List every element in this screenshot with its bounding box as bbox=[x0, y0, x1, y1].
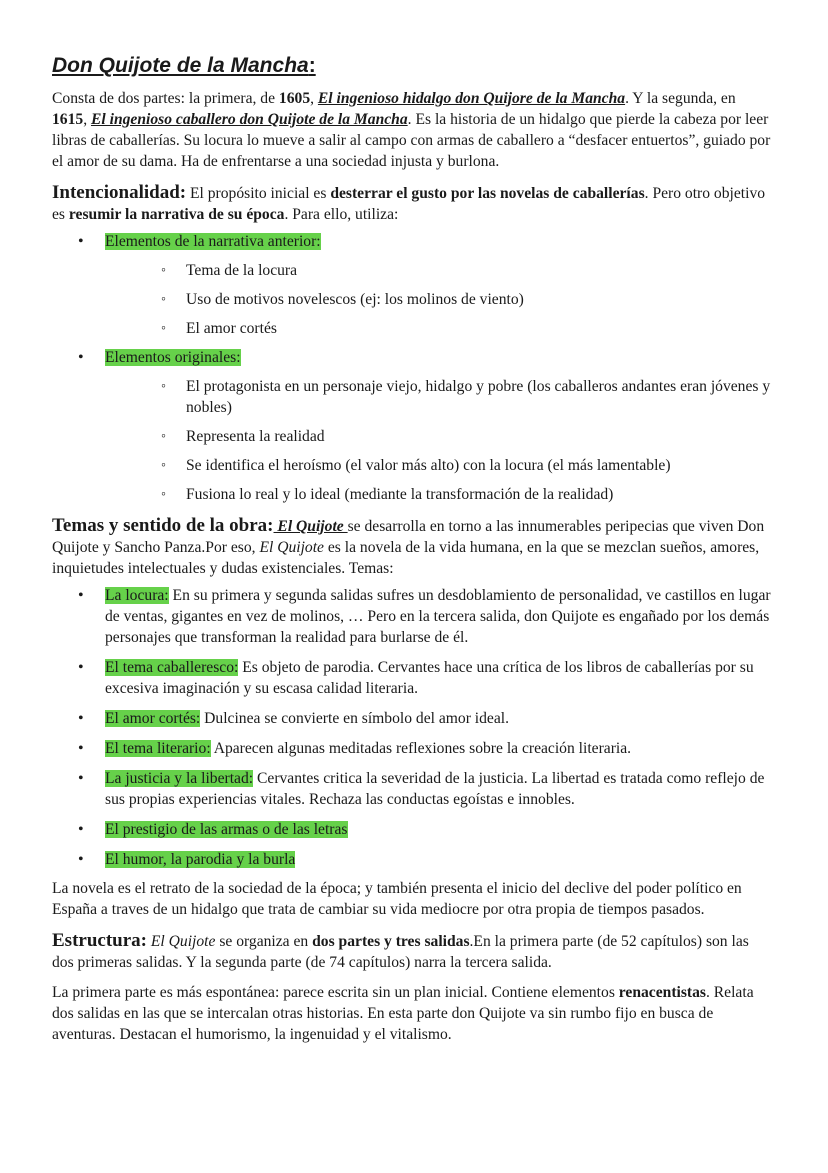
list-item: • El amor cortés: Dulcinea se convierte en símbolo del amor ideal. bbox=[52, 708, 774, 729]
sub-list-item: ◦ Tema de la locura bbox=[105, 260, 774, 281]
list-item: • El tema literario: Aparecen algunas meditadas reflexiones sobre la creación literaria. bbox=[52, 738, 774, 759]
structure-heading: Estructura: bbox=[52, 930, 147, 951]
highlighted-label: El tema caballeresco: bbox=[105, 659, 239, 676]
themes-list bbox=[52, 585, 774, 870]
list-item bbox=[52, 849, 774, 870]
list-item bbox=[52, 231, 774, 339]
list-item: • La locura: En su primera y segunda salidas sufres un desdoblamiento de personalidad, ve castillos en lugar de ventas, gigantes en vez de molinos, … Pero en la tercera salida, don Quijote es engañado por los demás personajes que transforman la realidad para burlarse de él. bbox=[52, 585, 774, 648]
highlighted-label: El prestigio de las armas o de las letras bbox=[105, 821, 348, 838]
structure-part-one-paragraph: La primera parte es más espontánea: parece escrita sin un plan inicial. Contiene elementos renacentistas. Relata dos salidas en las que se intercalan otras historias. En esta parte don Quijote va sin rumbo fijo en busca de aventuras. Destacan el humorismo, la ingenuidad y el vitalismo. bbox=[52, 984, 754, 1043]
sub-list bbox=[105, 260, 774, 339]
book-title-part-one: El ingenioso hidalgo don Quijore de la Mancha bbox=[317, 90, 626, 107]
sub-list-item: ◦ Se identifica el heroísmo (el valor más alto) con la locura (el más lamentable) bbox=[105, 455, 774, 476]
intent-paragraph: Intencionalidad: El propósito inicial es desterrar el gusto por las novelas de caballerías. Pero otro objetivo es resumir la narrativa de su época. Para ello, utiliza: bbox=[52, 182, 766, 223]
book-title-part-two: El ingenioso caballero don Quijote de la Mancha bbox=[90, 111, 408, 128]
highlighted-label: La justicia y la libertad: bbox=[105, 770, 254, 787]
highlighted-label: La locura: bbox=[105, 587, 169, 604]
structure-paragraph: Estructura: El Quijote se organiza en dos partes y tres salidas.En la primera parte (de 52 capítulos) son las dos primeras salidas. Y la segunda parte (de 74 capítulos) narra la tercera salida. bbox=[52, 930, 749, 971]
closing-paragraph: La novela es el retrato de la sociedad de la época; y también presenta el inicio del declive del poder político en España a traves de un hidalgo que trata de cambiar su vida mediocre por otra propia de tiempos pasados. bbox=[52, 880, 742, 918]
themes-paragraph: Temas y sentido de la obra: El Quijote se desarrolla en torno a las innumerables peripecias que viven Don Quijote y Sancho Panza.Por eso, El Quijote es la novela de la vida humana, en la que se mezclan sueños, amores, inquietudes intelectuales y dudas existenciales. Temas: bbox=[52, 515, 765, 577]
sub-list-item: ◦ Fusiona lo real y lo ideal (mediante la transformación de la realidad) bbox=[105, 484, 774, 505]
list-item: • La justicia y la libertad: Cervantes critica la severidad de la justicia. La libertad es tratada como reflejo de sus propias experiencias vitales. Rechaza las conductas egoístas e innobles. bbox=[52, 768, 774, 810]
intent-heading: Intencionalidad: bbox=[52, 182, 187, 203]
highlighted-label: El humor, la parodia y la burla bbox=[105, 851, 296, 868]
document-page bbox=[52, 52, 774, 1045]
highlighted-label: El tema literario: bbox=[105, 740, 211, 757]
highlighted-label: El amor cortés: bbox=[105, 710, 201, 727]
list-item bbox=[52, 819, 774, 840]
sub-list-item: ◦ El protagonista en un personaje viejo, hidalgo y pobre (los caballeros andantes eran jóvenes y nobles) bbox=[105, 376, 774, 418]
highlighted-label: Elementos de la narrativa anterior: bbox=[105, 233, 321, 250]
highlighted-label: Elementos originales: bbox=[105, 349, 241, 366]
list-item bbox=[52, 347, 774, 505]
sub-list-item: ◦ Uso de motivos novelescos (ej: los molinos de viento) bbox=[105, 289, 774, 310]
sub-list bbox=[105, 376, 774, 505]
themes-heading: Temas y sentido de la obra: bbox=[52, 515, 274, 536]
page-title: Don Quijote de la Mancha: bbox=[52, 54, 316, 77]
sub-list-item: ◦ El amor cortés bbox=[105, 318, 774, 339]
list-item: • El tema caballeresco: Es objeto de parodia. Cervantes hace una crítica de los libros de caballerías por su excesiva imaginación y su escasa calidad literaria. bbox=[52, 657, 774, 699]
sub-list-item: ◦ Representa la realidad bbox=[105, 426, 774, 447]
intent-list bbox=[52, 231, 774, 505]
intro-paragraph: Consta de dos partes: la primera, de 1605, El ingenioso hidalgo don Quijore de la Mancha. Y la segunda, en 1615, El ingenioso caballero don Quijote de la Mancha. Es la historia de un hidalgo que pierde la cabeza por leer libras de caballerías. Su locura lo mueve a salir al campo con armas de caballero a “desfacer entuertos”, guiado por el amor de su dama. Ha de enfrentarse a una sociedad injusta y burlona. bbox=[52, 90, 771, 170]
